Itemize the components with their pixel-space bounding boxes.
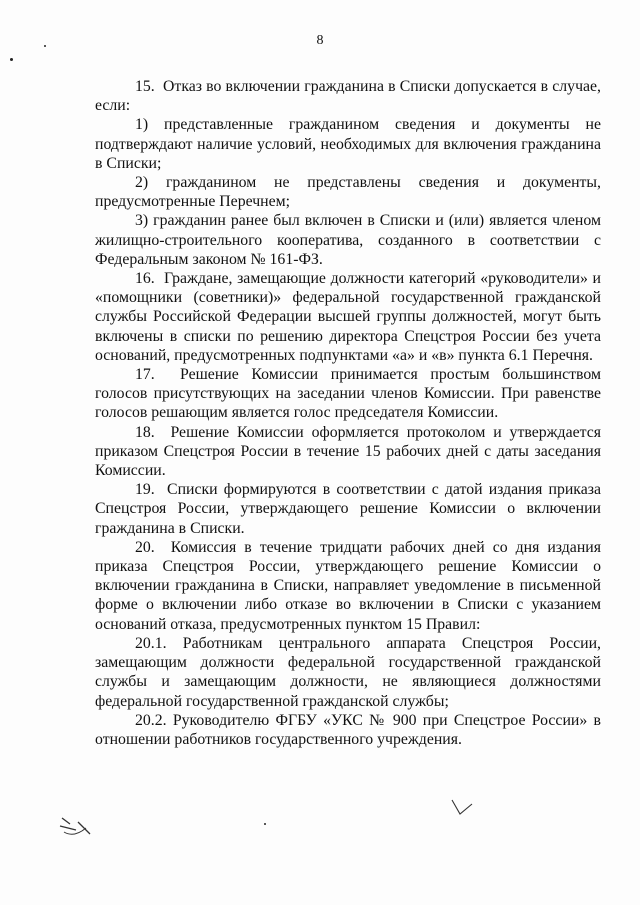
paragraph-17: 17. Решение Комиссии принимается простым большинством голосов присутствующих на заседании членов Комиссии. При равенстве голосов решающим является голос председателя Комиссии. bbox=[95, 366, 601, 422]
page-number: 8 bbox=[316, 33, 324, 48]
paragraph-16: 16. Граждане, замещающие должности категорий «руководители» и «помощники (советники)» федеральной государственной гражданской службы Российской Федерации высшей группы должностей, могут быть включены в списки по решению директора Спецстроя России без учета оснований, предусмотренных подпунктами «а» и «в» пункта 6.1 Перечня. bbox=[95, 270, 601, 364]
paragraph-20-1: 20.1. Работникам центрального аппарата Спецстроя России, замещающим должности федеральной государственной гражданской службы и замещающим должности, не являющиеся должностями федеральной государственной гражданской службы; bbox=[95, 634, 601, 710]
paragraph-20-2: 20.2. Руководителю ФГБУ «УКС № 900 при Спецстрое России» в отношении работников государственного учреждения. bbox=[95, 711, 601, 748]
paragraph-20: 20. Комиссия в течение тридцати рабочих дней со дня издания приказа Спецстроя России, утверждающего решение Комиссии о включении гражданина в Списки, направляет уведомление в письменной форме о включении либо отказе во включении в Списки с указанием оснований отказа, предусмотренных пунктом 15 Правил: bbox=[95, 538, 601, 633]
paragraph-15: 15. Отказ во включении гражданина в Списки допускается в случае, если: bbox=[95, 78, 601, 115]
handwritten-pen-mark bbox=[56, 812, 96, 838]
body-text bbox=[95, 77, 601, 749]
paragraph-15-item-3: 3) гражданин ранее был включен в Списки и (или) является членом жилищно-строительного кооператива, созданного в соответствии с Федеральным законом № 161-ФЗ. bbox=[95, 212, 601, 268]
scan-speck bbox=[10, 58, 13, 61]
paragraph-18: 18. Решение Комиссии оформляется протоколом и утверждается приказом Спецстроя России в течение 15 рабочих дней с даты заседания Комиссии. bbox=[95, 423, 601, 480]
paragraph-15-item-2: 2) гражданином не представлены сведения и документы, предусмотренные Перечнем; bbox=[95, 174, 601, 211]
handwritten-pen-mark bbox=[446, 796, 486, 826]
scan-speck bbox=[264, 823, 266, 825]
paragraph-15-item-1: 1) представленные гражданином сведения и документы не подтверждают наличие условий, необходимых для включения гражданина в Списки; bbox=[95, 116, 601, 172]
paragraph-19: 19. Списки формируются в соответствии с датой издания приказа Спецстроя России, утверждающего решение Комиссии о включении гражданина в Списки. bbox=[95, 481, 601, 537]
